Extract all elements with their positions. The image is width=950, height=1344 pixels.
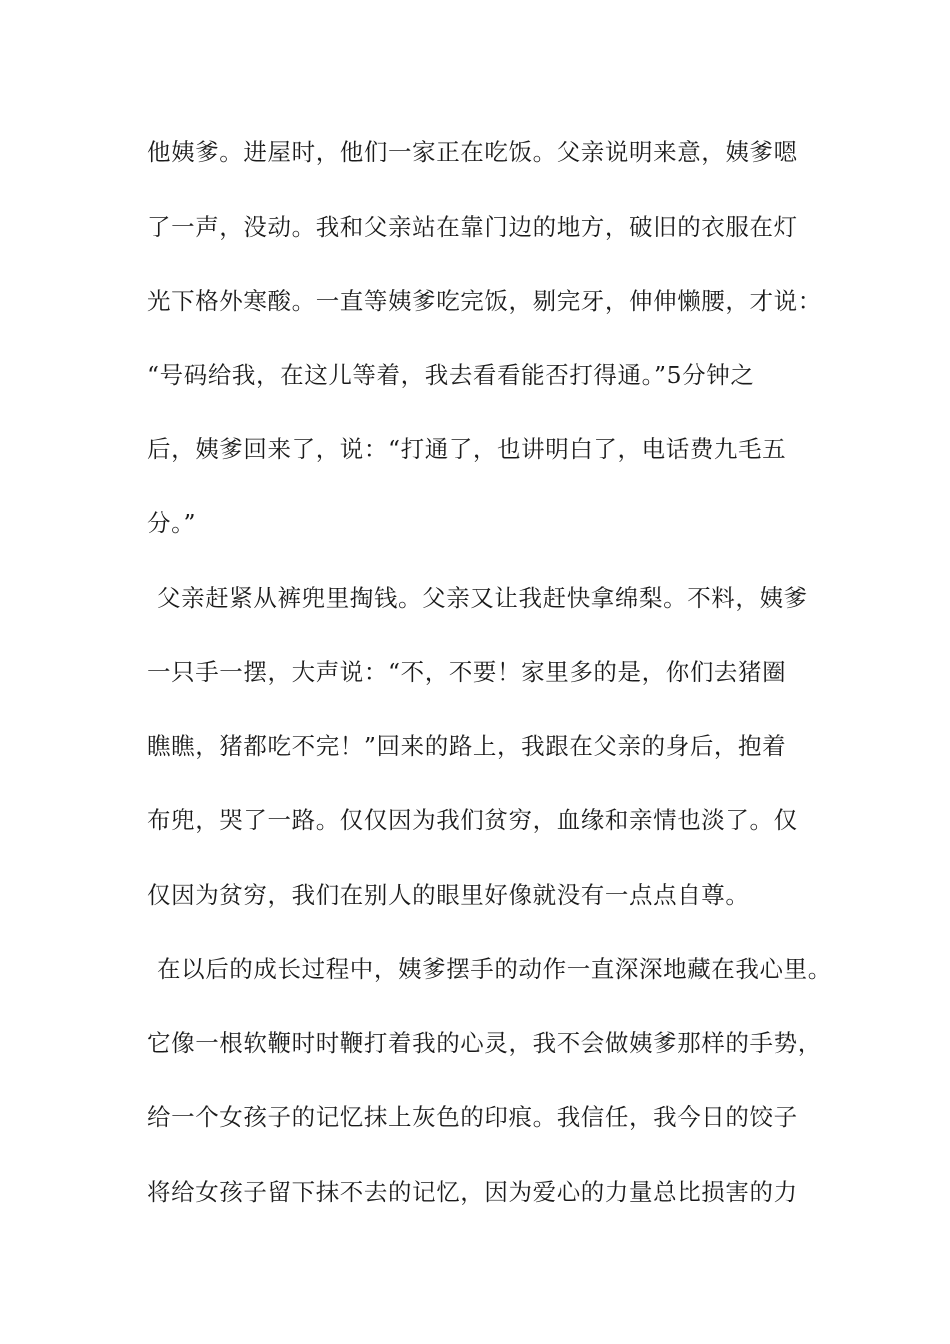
paragraph-first-line: 在以后的成长过程中，姨爹摆手的动作一直深深地藏在我心里。 [157,955,832,983]
text-line: 布兜，哭了一路。仅仅因为我们贫穷，血缘和亲情也淡了。仅 [147,806,798,834]
text-line: 将给女孩子留下抹不去的记忆，因为爱心的力量总比损害的力 [147,1178,798,1206]
text-line: 给一个女孩子的记忆抹上灰色的印痕。我信任，我今日的饺子 [147,1103,798,1131]
text-line: 瞧瞧，猪都吃不完！”回来的路上，我跟在父亲的身后，抱着 [147,732,787,760]
text-line: 后，姨爹回来了，说：“打通了，也讲明白了，电话费九毛五 [147,435,787,463]
text-line: 仅因为贫穷，我们在别人的眼里好像就没有一点点自尊。 [147,881,750,909]
text-line: 分。” [147,509,197,537]
paragraph-first-line: 父亲赶紧从裤兜里掏钱。父亲又让我赶快拿绵梨。不料，姨爹 [157,584,808,612]
text-line: 一只手一摆，大声说：“不，不要！家里多的是，你们去猪圈 [147,658,787,686]
text-line: 它像一根软鞭时时鞭打着我的心灵，我不会做姨爹那样的手势， [147,1029,822,1057]
text-line: “号码给我，在这儿等着，我去看看能否打得通。”5分钟之 [147,361,755,389]
text-line: 了一声，没动。我和父亲站在靠门边的地方，破旧的衣服在灯 [147,213,798,241]
text-line: 他姨爹。进屋时，他们一家正在吃饭。父亲说明来意，姨爹嗯 [147,138,798,166]
text-line: 光下格外寒酸。一直等姨爹吃完饭，剔完牙，伸伸懒腰，才说： [147,287,822,315]
